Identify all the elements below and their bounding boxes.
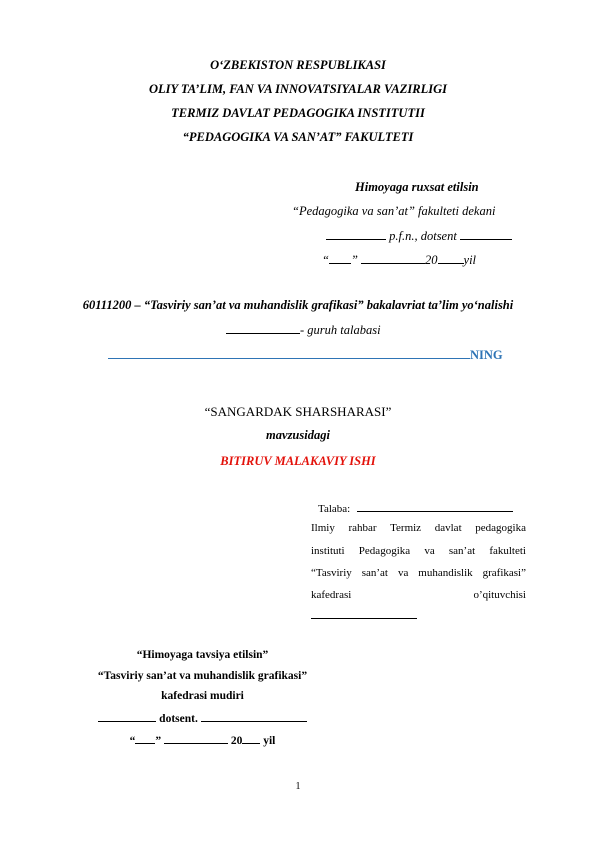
- advisor-blank: [311, 607, 417, 619]
- topic-subtitle: mavzusidagi: [266, 428, 330, 442]
- student-label: Talaba:: [318, 503, 351, 515]
- program-line: 60111200 – “Tasviriy san’at va muhandislik grafikasi” bakalavriat ta’lim yo‘nalishi: [82, 298, 514, 312]
- quote-close: ”: [350, 253, 358, 267]
- month-blank: [361, 252, 425, 264]
- recommend-title: “Himoyaga tavsiya etilsin”: [136, 649, 269, 661]
- page-number: 1: [295, 781, 301, 792]
- year-blank: [242, 732, 260, 744]
- day-blank: [329, 252, 351, 264]
- group-blank: [226, 322, 300, 334]
- recommend-department: “Tasviriy san’at va muhandislik grafikasi”: [97, 670, 308, 682]
- student-name-line: [108, 346, 503, 364]
- topic-title: “SANGARDAK SHARSHARASI”: [204, 404, 392, 419]
- advisor-role: o’qituvchisi: [473, 589, 526, 601]
- year-suffix: yil: [263, 735, 276, 747]
- signature-blank: [326, 228, 386, 240]
- recommend-date-line: [80, 732, 325, 747]
- header-ministry: OLIY TA’LIM, FAN VA INNOVATSIYALAR VAZIRLIGI: [149, 82, 447, 96]
- approval-dean: “Pedagogika va san’at” fakulteti dekani: [292, 204, 496, 218]
- advisor-department: kafedrasi: [311, 589, 352, 601]
- student-label-line: [318, 500, 533, 515]
- student-name-blank: [108, 347, 470, 359]
- advisor-line-2: instituti Pedagogika va san’at fakulteti: [311, 545, 526, 557]
- signature-blank: [201, 710, 307, 722]
- month-blank: [164, 732, 228, 744]
- approval-signature-line: [326, 228, 512, 244]
- advisor-line-4: [311, 589, 526, 601]
- ning-suffix: NING: [470, 348, 503, 362]
- day-blank: [135, 732, 155, 744]
- student-blank: [357, 500, 513, 512]
- advisor-name-line: [311, 606, 417, 624]
- year-prefix: 20: [230, 735, 243, 747]
- recommend-degree: dotsent.: [159, 713, 198, 725]
- header-republic: O‘ZBEKISTON RESPUBLIKASI: [210, 58, 386, 72]
- advisor-line-1: Ilmiy rahbar Termiz davlat pedagogika: [311, 522, 526, 534]
- signature-blank: [460, 228, 512, 240]
- year-prefix: 20: [425, 253, 438, 267]
- group-line: [226, 322, 381, 338]
- recommend-head: kafedrasi mudiri: [161, 690, 244, 702]
- header-faculty: “PEDAGOGIKA VA SAN’AT” FAKULTETI: [182, 130, 414, 144]
- approval-date-line: [322, 252, 476, 268]
- recommend-signature-line: [80, 710, 325, 725]
- year-suffix: yil: [463, 253, 477, 267]
- quote-open: “: [129, 735, 136, 747]
- work-type: BITIRUV MALAKAVIY ISHI: [220, 454, 376, 468]
- group-suffix: - guruh talabasi: [300, 323, 381, 337]
- signature-blank: [98, 710, 156, 722]
- advisor-line-3: “Tasviriy san’at va muhandislik grafikasi”: [311, 567, 526, 579]
- approval-degree: p.f.n., dotsent: [389, 229, 457, 243]
- year-blank: [438, 252, 464, 264]
- quote-open: “: [322, 253, 329, 267]
- quote-close: ”: [155, 735, 162, 747]
- header-institute: TERMIZ DAVLAT PEDAGOGIKA INSTITUTII: [171, 106, 425, 120]
- approval-title: Himoyaga ruxsat etilsin: [355, 180, 479, 194]
